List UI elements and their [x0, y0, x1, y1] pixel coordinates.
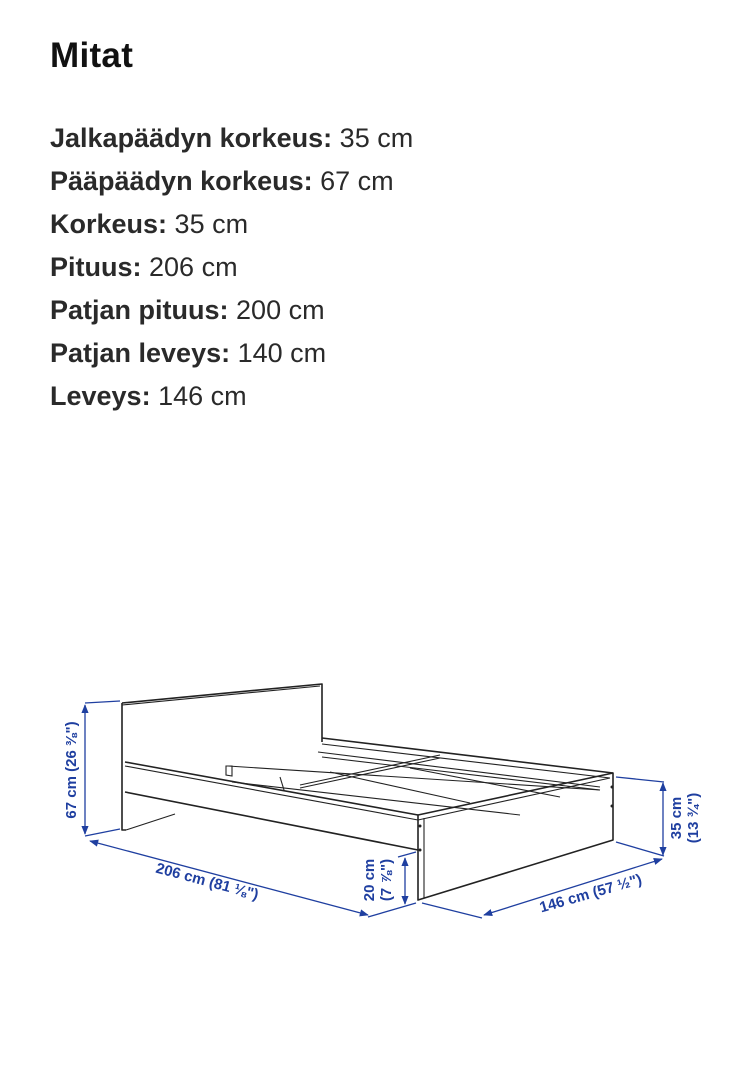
clearance-label: 20 cm — [361, 858, 378, 902]
width-label: 146 cm (57 ½") — [537, 870, 644, 917]
length-label: 206 cm (81 ⅛") — [154, 859, 261, 904]
headboard-height-label: 67 cm (26 ⅜") — [63, 721, 80, 819]
footboard-height-inch-label: (13 ¾") — [685, 792, 702, 844]
spec-label: Patjan leveys: — [50, 338, 231, 368]
spec-value: 67 cm — [320, 166, 394, 196]
spec-label: Leveys: — [50, 381, 151, 411]
section-title: Mitat — [50, 36, 134, 75]
spec-label: Pääpäädyn korkeus: — [50, 166, 313, 196]
spec-label: Korkeus: — [50, 209, 168, 239]
spec-label: Jalkapäädyn korkeus: — [50, 123, 333, 153]
spec-value: 35 cm — [339, 123, 414, 153]
spec-value: 140 cm — [237, 338, 327, 368]
spec-value: 146 cm — [158, 381, 247, 411]
spec-label: Pituus: — [50, 252, 142, 282]
spec-value: 35 cm — [174, 209, 249, 239]
spec-label: Patjan pituus: — [50, 295, 229, 325]
spec-value: 200 cm — [236, 295, 325, 325]
spec-value: 206 cm — [149, 252, 238, 282]
footboard-height-label: 35 cm — [668, 796, 685, 840]
clearance-inch-label: (7 ⅞") — [378, 858, 395, 902]
